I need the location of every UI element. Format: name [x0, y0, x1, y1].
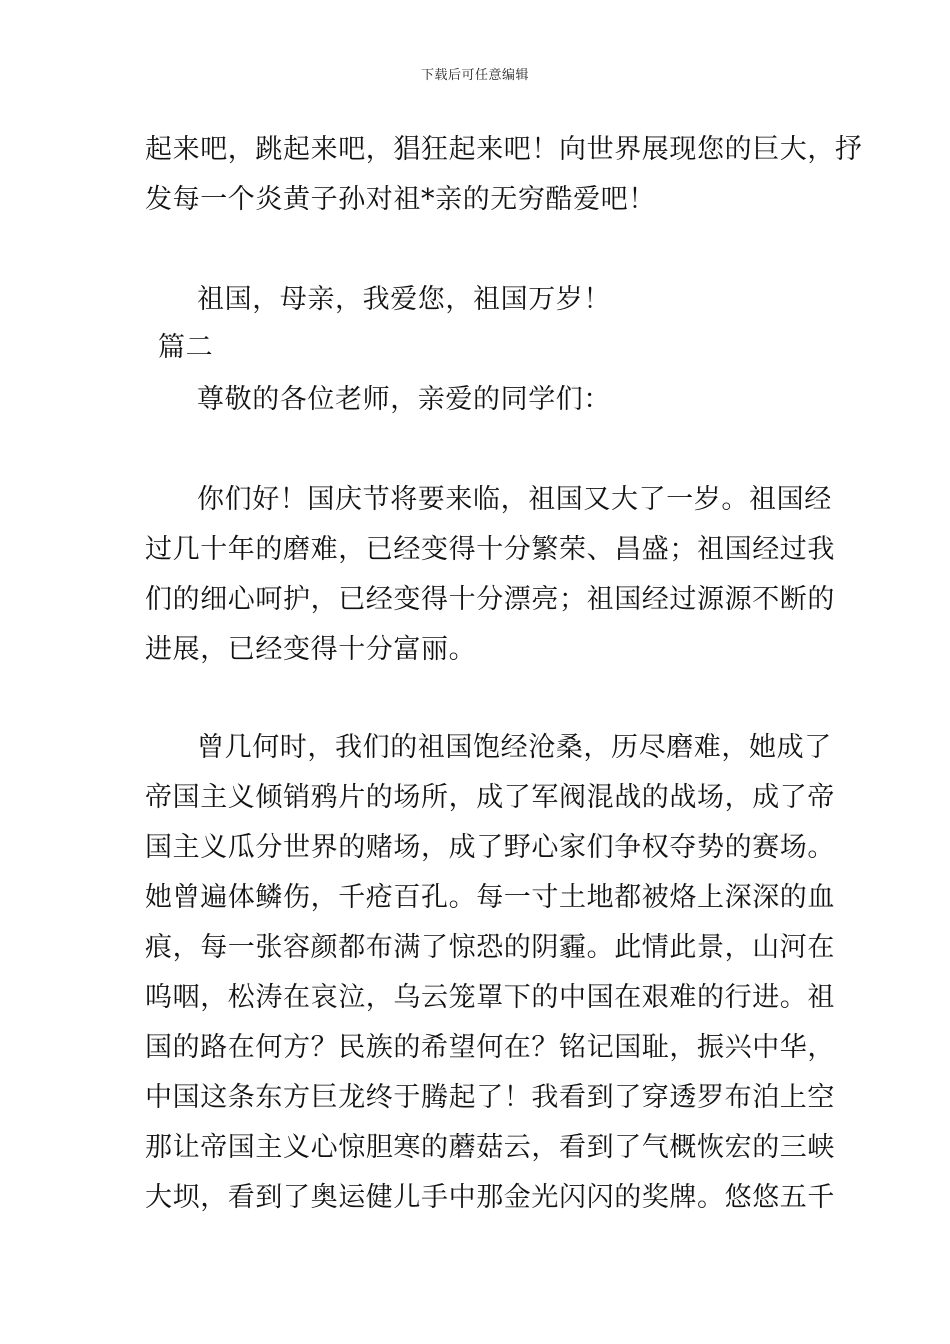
page-header: 下载后可任意编辑: [420, 68, 529, 83]
paragraph-line: 过几十年的磨难，已经变得十分繁荣、昌盛；祖国经过我: [145, 534, 835, 565]
paragraph-line: 进展，已经变得十分富丽。: [145, 634, 477, 665]
paragraph-line: 发每一个炎黄子孙对祖*亲的无穷酷爱吧！: [145, 184, 656, 215]
paragraph-line: 国的路在何方？民族的希望何在？铭记国耻，振兴中华，: [145, 1032, 835, 1063]
paragraph-line: 中国这条东方巨龙终于腾起了！我看到了穿透罗布泊上空: [145, 1082, 835, 1113]
paragraph-line: 你们好！国庆节将要来临，祖国又大了一岁。祖国经: [197, 484, 832, 515]
paragraph-line: 那让帝国主义心惊胆寒的蘑菇云，看到了气概恢宏的三峡: [145, 1132, 835, 1163]
paragraph-line: 痕，每一张容颜都布满了惊恐的阴霾。此情此景，山河在: [145, 932, 835, 963]
section-heading: 篇二: [158, 332, 214, 363]
paragraph-line: 起来吧，跳起来吧，猖狂起来吧！向世界展现您的巨大，抒: [145, 134, 863, 165]
paragraph-line: 们的细心呵护，已经变得十分漂亮；祖国经过源源不断的: [145, 584, 835, 615]
paragraph-line: 她曾遍体鳞伤，千疮百孔。每一寸土地都被烙上深深的血: [145, 882, 835, 913]
paragraph-line: 呜咽，松涛在哀泣，乌云笼罩下的中国在艰难的行进。祖: [145, 982, 835, 1013]
paragraph-line: 帝国主义倾销鸦片的场所，成了军阀混战的战场，成了帝: [145, 782, 835, 813]
paragraph-line: 祖国，母亲，我爱您，祖国万岁！: [197, 284, 611, 315]
paragraph-line: 曾几何时，我们的祖国饱经沧桑，历尽磨难，她成了: [197, 732, 832, 763]
paragraph-line: 大坝，看到了奥运健儿手中那金光闪闪的奖牌。悠悠五千: [145, 1182, 835, 1213]
paragraph-line: 国主义瓜分世界的赌场，成了野心家们争权夺势的赛场。: [145, 832, 835, 863]
salutation: 尊敬的各位老师，亲爱的同学们：: [197, 384, 611, 415]
